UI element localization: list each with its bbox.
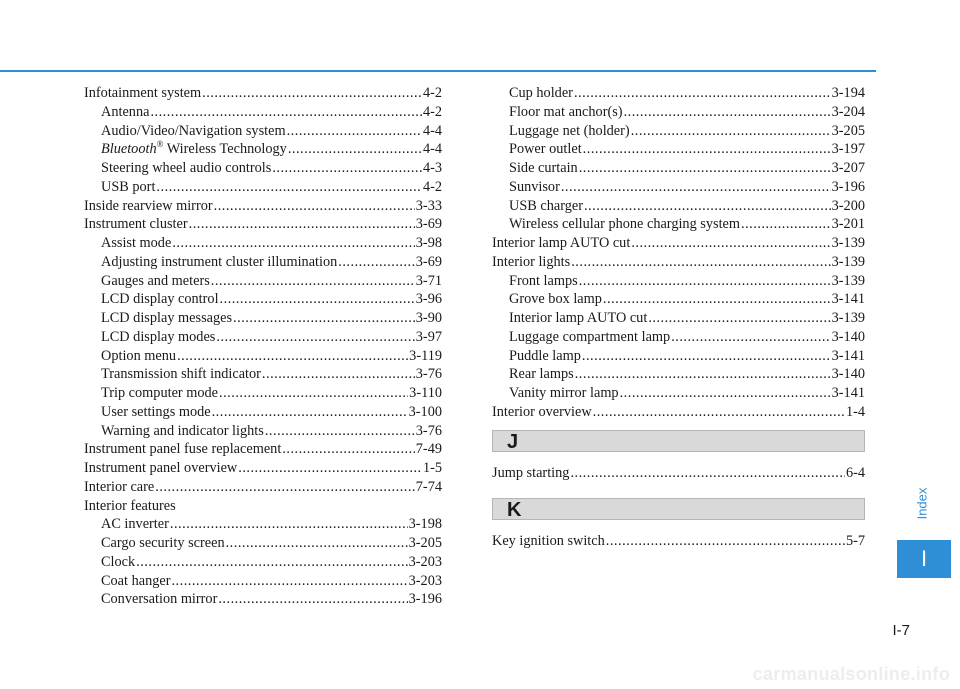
dot-leader [238,459,422,478]
index-entry [84,347,442,366]
dot-leader [620,384,831,403]
index-entry [84,365,442,384]
index-entry [492,384,865,403]
index-entry [84,403,442,422]
dot-leader [603,290,831,309]
index-entry-label: USB charger [509,197,583,214]
dot-leader [177,347,408,366]
index-entry-page: 3-119 [409,347,442,364]
index-entry-label: Cargo security screen [101,535,225,551]
index-entry-label: Gauges and meters [101,272,210,289]
index-entry-label: Audio/Video/Navigation system [101,122,286,139]
index-entry-page: 1-4 [845,403,865,420]
index-entry-label: Inside rearview mirror [84,197,213,214]
index-entry-label [101,140,287,159]
index-entry-page: 3-96 [415,291,442,308]
index-entry-label: Transmission shift indicator [101,366,261,383]
index-entry [492,234,865,253]
index-entry-page: 4-4 [422,141,442,158]
index-entry-page: 3-139 [831,235,865,251]
index-entry-page: 3-76 [415,366,442,383]
index-entry-page: 4-2 [422,103,442,120]
index-entry-label: Front lamps [509,272,578,289]
index-entry [84,290,442,309]
index-entry-page: 7-74 [415,478,442,495]
dot-leader [189,215,415,234]
index-entry [84,159,442,178]
dot-leader [584,197,831,216]
dot-leader [575,365,831,384]
index-entry-label: Option menu [101,347,177,364]
dot-leader [211,272,415,291]
index-entry-label: Puddle lamp [509,347,581,364]
index-entry [84,515,442,534]
dot-leader [216,328,414,347]
section-j-entries [492,464,865,483]
dot-leader [631,122,831,141]
index-entry-label: Key ignition switch [492,533,605,550]
dot-leader [150,103,422,122]
index-entry [492,215,865,234]
index-entry [84,553,442,572]
index-entry-page: 3-200 [831,197,865,214]
index-entry-page: 3-140 [831,366,865,383]
dot-leader [212,403,408,422]
dot-leader [579,272,831,291]
index-entry [84,459,442,478]
index-entry-label: Conversation mirror [101,591,218,608]
index-entry [84,197,442,216]
dot-leader [171,572,407,591]
index-entry-label: USB port [101,178,156,195]
index-entry-label: Grove box lamp [509,291,602,308]
dot-leader [219,384,408,403]
index-column-right [492,84,865,551]
index-entry-label: User settings mode [101,403,211,420]
index-entry [84,384,442,403]
index-entry-page: 3-196 [831,178,865,195]
index-entry-label: Warning and indicator lights [101,422,264,439]
registered-mark: ® [156,139,164,150]
index-entry [84,140,442,159]
dot-leader [220,290,415,309]
index-entry [84,122,442,141]
index-entry-label: Interior features [84,497,176,514]
dot-leader [741,215,831,234]
index-entry [492,159,865,178]
index-entry-label-rest: Wireless Technology [163,141,287,158]
index-entry-label: Assist mode [101,235,172,251]
index-entry [492,464,865,483]
dot-leader [582,347,831,366]
index-entry-label: LCD display control [101,291,219,308]
index-entry-label-italic: Bluetooth [101,141,157,158]
index-entry-page: 3-196 [408,591,442,608]
dot-leader [624,103,831,122]
index-entry [492,122,865,141]
index-entry-page: 3-76 [415,422,442,439]
index-entry-page: 5-7 [845,533,865,550]
dot-leader [202,84,422,103]
dot-leader [648,309,830,328]
index-entry [84,103,442,122]
index-entry-label: Adjusting instrument cluster illumination [101,253,338,270]
index-entry [492,347,865,366]
index-entry-label: Interior lamp AUTO cut [509,310,648,326]
index-entry-label: Instrument cluster [84,216,188,233]
index-entry [84,253,442,272]
index-entry-page: 3-203 [408,572,442,589]
dot-leader [288,140,422,159]
index-entry-page: 3-139 [831,310,865,326]
index-entry [84,309,442,328]
index-entry-page: 3-69 [415,216,442,233]
index-entry-page: 4-4 [422,122,442,139]
dot-leader [561,178,831,197]
index-entry-page: 3-198 [408,516,442,533]
dot-leader [571,253,830,272]
index-entry-page: 7-49 [415,441,442,458]
index-entry-label: Power outlet [509,141,582,158]
index-entry [84,328,442,347]
page-number: I-7 [892,622,910,639]
dot-leader [579,159,831,178]
index-entry-label: Side curtain [509,160,578,176]
index-entry-page: 4-2 [422,178,442,195]
section-letter-k: K [507,499,522,522]
index-entry-page: 3-100 [408,403,442,420]
index-entry [492,309,865,328]
index-entry-label: Trip computer mode [101,385,219,401]
dot-leader [606,532,845,551]
index-entry-label: Infotainment system [84,85,202,101]
index-entry-label: Sunvisor [509,178,560,195]
section-header-j [492,430,865,452]
dot-leader [172,234,414,253]
dot-leader [156,178,422,197]
index-entry [84,178,442,197]
index-entry [84,422,442,441]
index-entry-page: 3-97 [415,328,442,345]
side-index-label: Index [914,487,930,519]
dot-leader [671,328,830,347]
index-entry [492,140,865,159]
index-entry [492,403,865,422]
index-entry [492,103,865,122]
index-entry-label: LCD display messages [101,310,233,326]
index-entry [84,497,442,516]
index-entry-label: Wireless cellular phone charging system [509,216,741,233]
dot-leader [583,140,831,159]
index-entry [84,440,442,459]
index-column-left [84,84,442,609]
index-entry-page: 3-203 [408,553,442,570]
index-entry [492,532,865,551]
index-entry-page: 1-5 [422,460,442,476]
index-entry-label: Clock [101,553,136,570]
index-entry-page: 3-33 [415,197,442,214]
index-entry [492,197,865,216]
section-letter-j: J [507,430,519,453]
index-entry-page: 3-205 [831,122,865,139]
index-entry [84,590,442,609]
dot-leader [262,365,415,384]
side-tab-letter: I [897,540,951,578]
index-entry-label: Instrument panel fuse replacement [84,441,282,458]
index-entry [492,84,865,103]
index-entry-page: 3-139 [831,272,865,289]
index-entry-label: Steering wheel audio controls [101,160,272,176]
index-entry-page: 3-141 [831,385,865,401]
dot-leader [570,464,844,483]
index-entry-label: Cup holder [509,85,573,101]
index-entry [492,328,865,347]
dot-leader [282,440,414,459]
dot-leader [155,478,415,497]
index-entry [492,272,865,291]
index-entry [84,534,442,553]
dot-leader [574,84,831,103]
index-entry-label: Instrument panel overview [84,460,238,476]
index-entry [84,215,442,234]
index-entry-label: AC inverter [101,516,169,533]
index-entry-page: 3-207 [831,160,865,176]
right-column-entries [492,84,865,422]
index-entry [492,178,865,197]
index-entry-label: Floor mat anchor(s) [509,103,623,120]
index-entry-page: 3-110 [409,385,442,401]
index-entry-page: 3-141 [831,347,865,364]
dot-leader [170,515,408,534]
index-entry-label: LCD display modes [101,328,216,345]
index-entry-page: 3-204 [831,103,865,120]
index-entry [84,572,442,591]
index-entry-label: Interior care [84,478,155,495]
dot-leader [214,197,415,216]
index-entry-label: Interior lamp AUTO cut [492,235,631,251]
index-entry-page: 3-69 [415,253,442,270]
dot-leader [631,234,830,253]
index-entry-page: 3-197 [831,141,865,158]
index-entry-page: 3-205 [408,535,442,551]
index-entry-label: Luggage net (holder) [509,122,630,139]
index-entry [492,253,865,272]
index-entry-page: 3-201 [831,216,865,233]
top-rule [0,70,876,72]
index-entry [84,234,442,253]
index-entry-label: Luggage compartment lamp [509,328,671,345]
index-entry-label: Rear lamps [509,366,574,383]
index-entry-page: 3-71 [415,272,442,289]
section-k-entries [492,532,865,551]
dot-leader [233,309,415,328]
dot-leader [338,253,415,272]
dot-leader [287,122,422,141]
index-entry [84,272,442,291]
section-header-k [492,498,865,520]
index-entry-page: 3-139 [831,253,865,270]
index-entry-label: Antenna [101,103,150,120]
dot-leader [226,534,408,553]
index-entry-label: Coat hanger [101,572,171,589]
index-entry [84,478,442,497]
dot-leader [136,553,407,572]
index-entry-page: 3-90 [415,310,442,326]
dot-leader [265,422,415,441]
index-entry [492,290,865,309]
watermark-logo: carmanualsonline.info [752,664,950,684]
index-entry-page: 3-194 [831,85,865,101]
index-entry-page: 3-98 [415,235,442,251]
index-entry-label: Jump starting [492,464,570,481]
index-entry [84,84,442,103]
index-entry-label: Interior overview [492,403,592,420]
index-entry-page: 3-140 [831,328,865,345]
index-entry-page: 3-141 [831,291,865,308]
index-entry-page: 6-4 [845,464,865,481]
index-entry-label: Interior lights [492,253,571,270]
dot-leader [593,403,845,422]
index-entry-page: 4-3 [422,160,442,176]
index-entry-label: Vanity mirror lamp [509,385,619,401]
index-entry [492,365,865,384]
dot-leader [218,590,407,609]
index-entry-page: 4-2 [422,85,442,101]
dot-leader [272,159,422,178]
